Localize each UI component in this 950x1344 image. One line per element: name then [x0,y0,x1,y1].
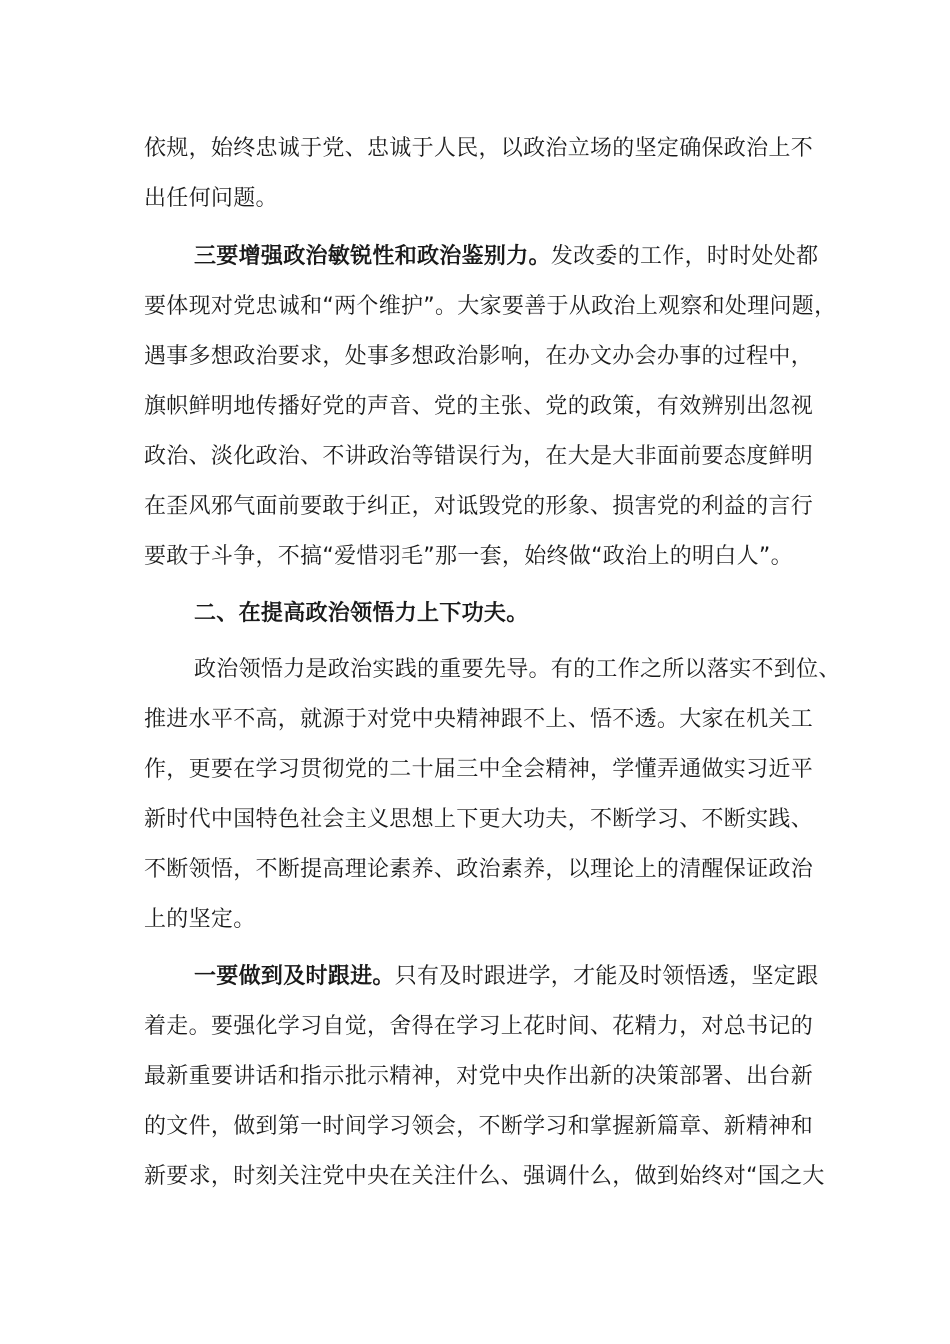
text-line: 要体现对党忠诚和“两个维护”。大家要善于从政治上观察和处理问题， [144,294,837,319]
point-text: 发改委的工作，时时处处都 [550,244,819,269]
text-line: 政治、淡化政治、不讲政治等错误行为，在大是大非面前要态度鲜明 [144,444,814,469]
section-heading-text: 二、在提高政治领悟力上下功夫。 [194,601,529,626]
paragraph-point-three [144,232,837,582]
paragraph-section-two [144,645,841,945]
text-line: 政治领悟力是政治实践的重要先导。有的工作之所以落实不到位、 [194,657,841,682]
text-line [144,232,824,282]
text-line: 新要求，时刻关注党中央在关注什么、强调什么，做到始终对“国之大 [144,1164,825,1189]
paragraph-intro [144,124,824,224]
text-line: 着走。要强化学习自觉，舍得在学习上花时间、花精力，对总书记的 [144,1014,814,1039]
text-line: 新时代中国特色社会主义思想上下更大功夫，不断学习、不断实践、 [144,807,814,832]
text-line: 的文件，做到第一时间学习领会，不断学习和掌握新篇章、新精神和 [144,1114,814,1139]
text-line: 旗帜鲜明地传播好党的声音、党的主张、党的政策，有效辨别出忽视 [144,394,814,419]
point-title: 一要做到及时跟进。 [194,964,395,989]
text-line: 作，更要在学习贯彻党的二十届三中全会精神，学懂弄通做实习近平 [144,757,814,782]
text-line: 遇事多想政治要求，处事多想政治影响，在办文办会办事的过程中， [144,344,814,369]
point-text: 只有及时跟进学，才能及时领悟透，坚定跟 [394,964,819,989]
point-title: 三要增强政治敏锐性和政治鉴别力。 [194,244,551,269]
paragraph-point-one [144,952,824,1202]
text-line: 出任何问题。 [144,186,278,211]
text-line: 依规，始终忠诚于党、忠诚于人民，以政治立场的坚定确保政治上不 [144,136,814,161]
section-heading [144,589,824,639]
text-line: 要敢于斗争，不搞“爱惜羽毛”那一套，始终做“政治上的明白人”。 [144,544,793,569]
text-line: 在歪风邪气面前要敢于纠正，对诋毁党的形象、损害党的利益的言行 [144,494,814,519]
text-line: 不断领悟，不断提高理论素养、政治素养，以理论上的清醒保证政治 [144,857,814,882]
text-line: 推进水平不高，就源于对党中央精神跟不上、悟不透。大家在机关工 [144,707,814,732]
text-line [144,952,824,1002]
text-line: 最新重要讲话和指示批示精神，对党中央作出新的决策部署、出台新 [144,1064,814,1089]
text-line: 上的坚定。 [144,907,256,932]
